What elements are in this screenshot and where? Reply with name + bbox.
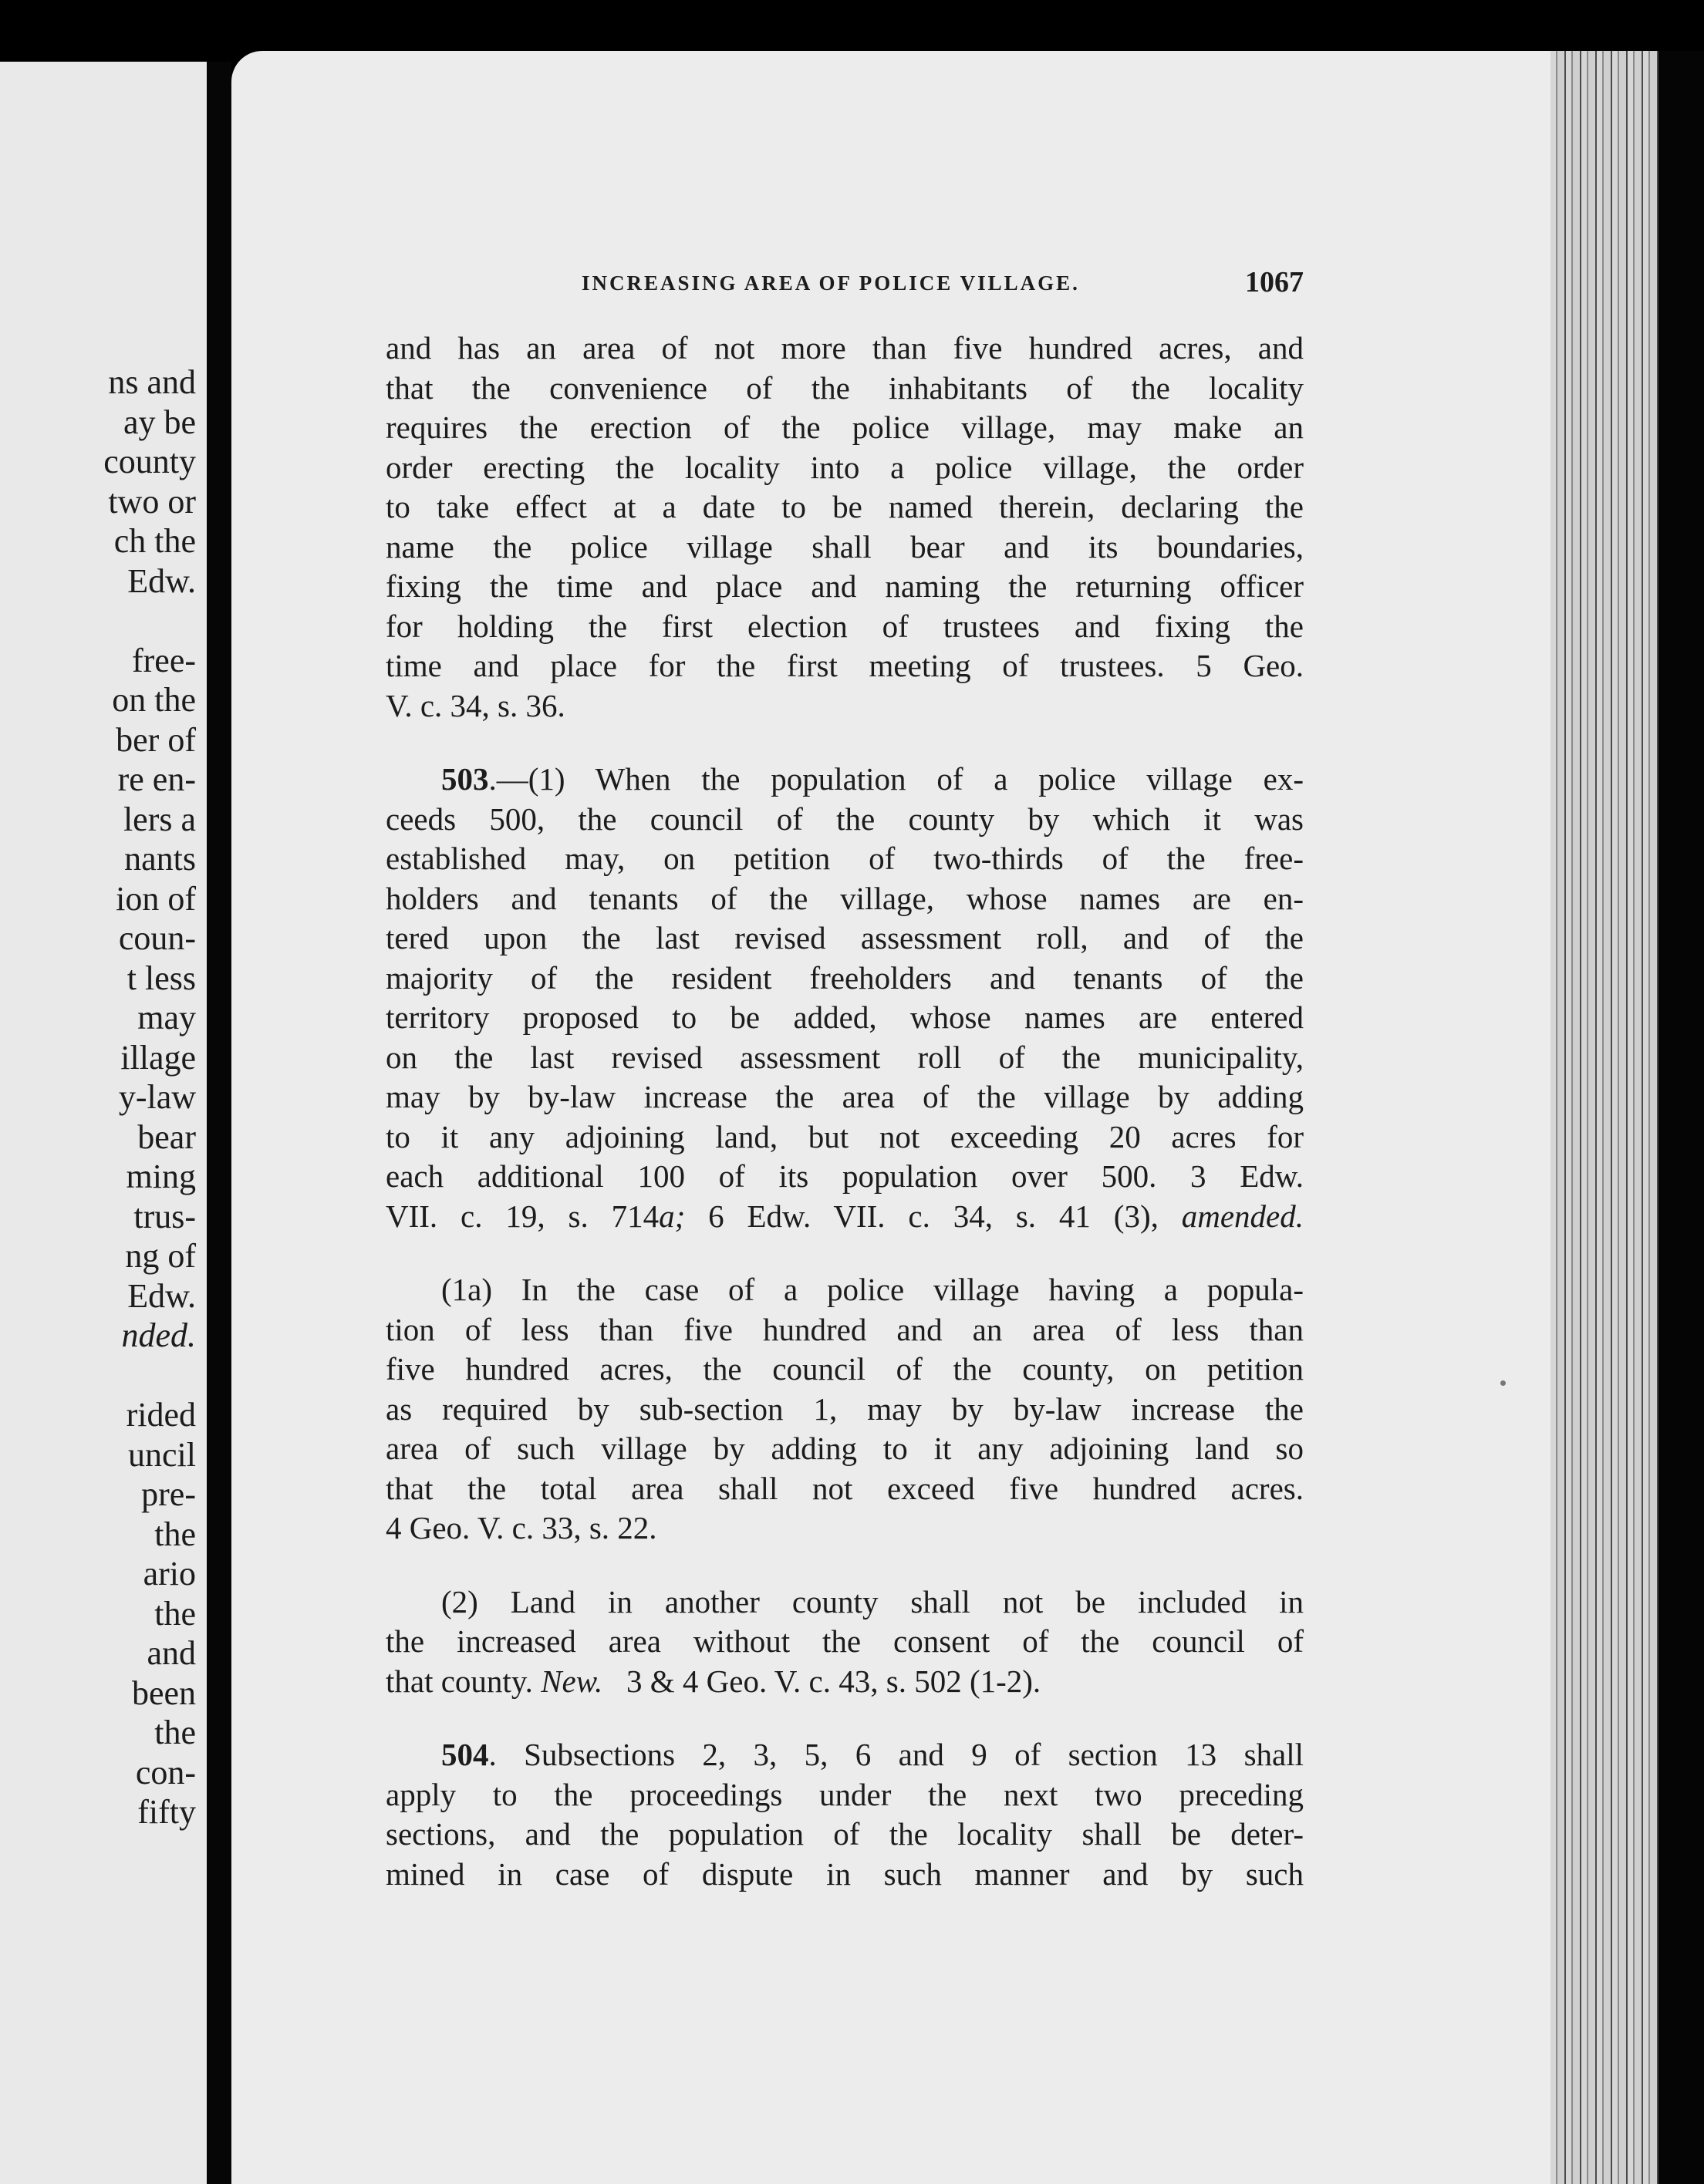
text-line: requires the erection of the police village, may make an: [386, 410, 1304, 445]
left-page-line: ario: [143, 1555, 196, 1592]
left-page-line: t less: [127, 959, 196, 997]
text-run: amended.: [1181, 1198, 1304, 1234]
paper-spot: [1500, 1380, 1506, 1386]
left-page-line: bear: [137, 1117, 196, 1156]
text-line: to it any adjoining land, but not exceeding 20 acres for: [386, 1118, 1304, 1154]
section-number: 504: [441, 1737, 489, 1772]
left-page-line: ns and: [108, 363, 196, 401]
text-line: (2) Land in another county shall not be included in: [441, 1583, 1304, 1619]
text-run: .—(1) When the population of a police village ex-: [488, 761, 1304, 797]
text-line: [386, 760, 1304, 800]
left-page-line: rided: [126, 1396, 196, 1434]
left-page-line: the: [154, 1594, 196, 1633]
left-page-line: county: [103, 443, 196, 480]
citation-line: [386, 1197, 1304, 1237]
text-line: on the last revised assessment roll of the municipality,: [386, 1039, 1304, 1075]
edge-shadow: [1658, 51, 1704, 2184]
text-line: sections, and the population of the locality shall be deter-: [386, 1816, 1304, 1852]
section-504: [386, 1735, 1304, 1894]
left-page-line: illage: [120, 1038, 196, 1077]
text-line: area of such village by adding to it any adjoining land so: [386, 1431, 1304, 1466]
left-page-line: two or: [108, 482, 196, 521]
page-number: 1067: [1245, 266, 1304, 298]
text-line: established may, on petition of two-thirds of the free-: [386, 841, 1304, 876]
section-503: [386, 760, 1304, 1236]
running-head: [386, 266, 1304, 310]
left-page-line: and: [147, 1634, 196, 1672]
left-page-line: the: [154, 1515, 196, 1553]
left-page-line: nded.: [121, 1316, 196, 1354]
text-line: apply to the proceedings under the next two preceding: [386, 1776, 1304, 1812]
book-gutter: [207, 62, 231, 2184]
text-line: mined in case of dispute in such manner and by such: [386, 1855, 1304, 1892]
text-run: that county.: [386, 1663, 542, 1699]
text-run: VII. c. 19, s. 714: [386, 1198, 660, 1234]
text-line: tion of less than five hundred and an area of less than: [386, 1311, 1304, 1347]
text-line: may by by-law increase the area of the village by adding: [386, 1079, 1304, 1114]
text-line: for holding the first election of trustees and fixing the: [386, 608, 1304, 644]
text-line: five hundred acres, the council of the county, on petition: [386, 1351, 1304, 1387]
text-line: the increased area without the consent of the council of: [386, 1623, 1304, 1659]
text-line: that the total area shall not exceed five hundred acres.: [386, 1470, 1304, 1506]
text-column: [386, 329, 1304, 1894]
left-page-line: on the: [112, 681, 196, 719]
left-page-line: ming: [126, 1158, 196, 1195]
left-page-line: con-: [135, 1753, 196, 1791]
left-page-line: Edw.: [127, 1276, 196, 1315]
text-line: that the convenience of the inhabitants of the locality: [386, 369, 1304, 406]
text-run: . Subsections 2, 3, 5, 6 and 9 of section 13 shall: [488, 1737, 1304, 1772]
text-run: 6 Edw. VII. c. 34, s. 41 (3),: [685, 1198, 1182, 1234]
left-page-line: ber of: [116, 720, 196, 759]
text-line: holders and tenants of the village, whose names are en-: [386, 880, 1304, 916]
left-page-line: nants: [124, 840, 196, 878]
left-page-line: lers a: [123, 800, 196, 838]
subsection-2: [386, 1582, 1304, 1702]
running-title: INCREASING AREA OF POLICE VILLAGE.: [582, 271, 1080, 295]
left-page-line: been: [131, 1673, 196, 1712]
left-page-line: free-: [131, 641, 196, 679]
text-line: and has an area of not more than five hundred acres, and: [386, 330, 1304, 366]
left-page-line: ch the: [113, 522, 196, 560]
left-page-line: the: [154, 1714, 196, 1751]
left-page-line: ay be: [123, 403, 196, 441]
text-line: as required by sub-section 1, may by by-law increase the: [386, 1390, 1304, 1427]
left-page-line: ng of: [125, 1237, 196, 1275]
left-page-line: y-law: [118, 1078, 196, 1116]
left-page-line: coun-: [118, 919, 196, 957]
page-edges: [1550, 51, 1658, 2184]
text-line: to take effect at a date to be named therein, declaring the: [386, 489, 1304, 524]
text-line: fixing the time and place and naming the returning officer: [386, 568, 1304, 604]
left-page-line: fifty: [137, 1793, 196, 1831]
left-page-line: trus-: [133, 1197, 196, 1235]
text-run: 3 & 4 Geo. V. c. 43, s. 502 (1-2).: [602, 1663, 1041, 1699]
text-run: a;: [659, 1198, 686, 1234]
left-page-line: Edw.: [127, 561, 196, 600]
text-line: ceeds 500, the council of the county by which it was: [386, 800, 1304, 837]
subsection-1a: [386, 1270, 1304, 1549]
text-line: 4 Geo. V. c. 33, s. 22.: [386, 1510, 657, 1545]
text-line: V. c. 34, s. 36.: [386, 687, 565, 723]
text-line: (1a) In the case of a police village having a popula-: [441, 1272, 1304, 1307]
paragraph-continuation: [386, 329, 1304, 726]
text-line: [386, 1735, 1304, 1775]
left-page-line: re en-: [117, 760, 196, 798]
text-line: each additional 100 of its population over 500. 3 Edw.: [386, 1158, 1304, 1194]
previous-page: [0, 62, 207, 2184]
left-page-line: ion of: [116, 879, 196, 918]
left-page-line: may: [137, 999, 196, 1036]
section-number: 503: [441, 761, 489, 797]
text-line: tered upon the last revised assessment roll, and of the: [386, 920, 1304, 956]
text-line: majority of the resident freeholders and tenants of the: [386, 959, 1304, 996]
text-line: time and place for the first meeting of trustees. 5 Geo.: [386, 648, 1304, 683]
citation-line: [386, 1662, 1304, 1702]
left-page-line: pre-: [141, 1475, 196, 1513]
text-line: order erecting the locality into a police village, the order: [386, 449, 1304, 485]
left-page-line: uncil: [128, 1435, 196, 1474]
text-run: New.: [541, 1663, 603, 1699]
text-line: territory proposed to be added, whose names are entered: [386, 999, 1304, 1035]
text-line: name the police village shall bear and its boundaries,: [386, 528, 1304, 565]
